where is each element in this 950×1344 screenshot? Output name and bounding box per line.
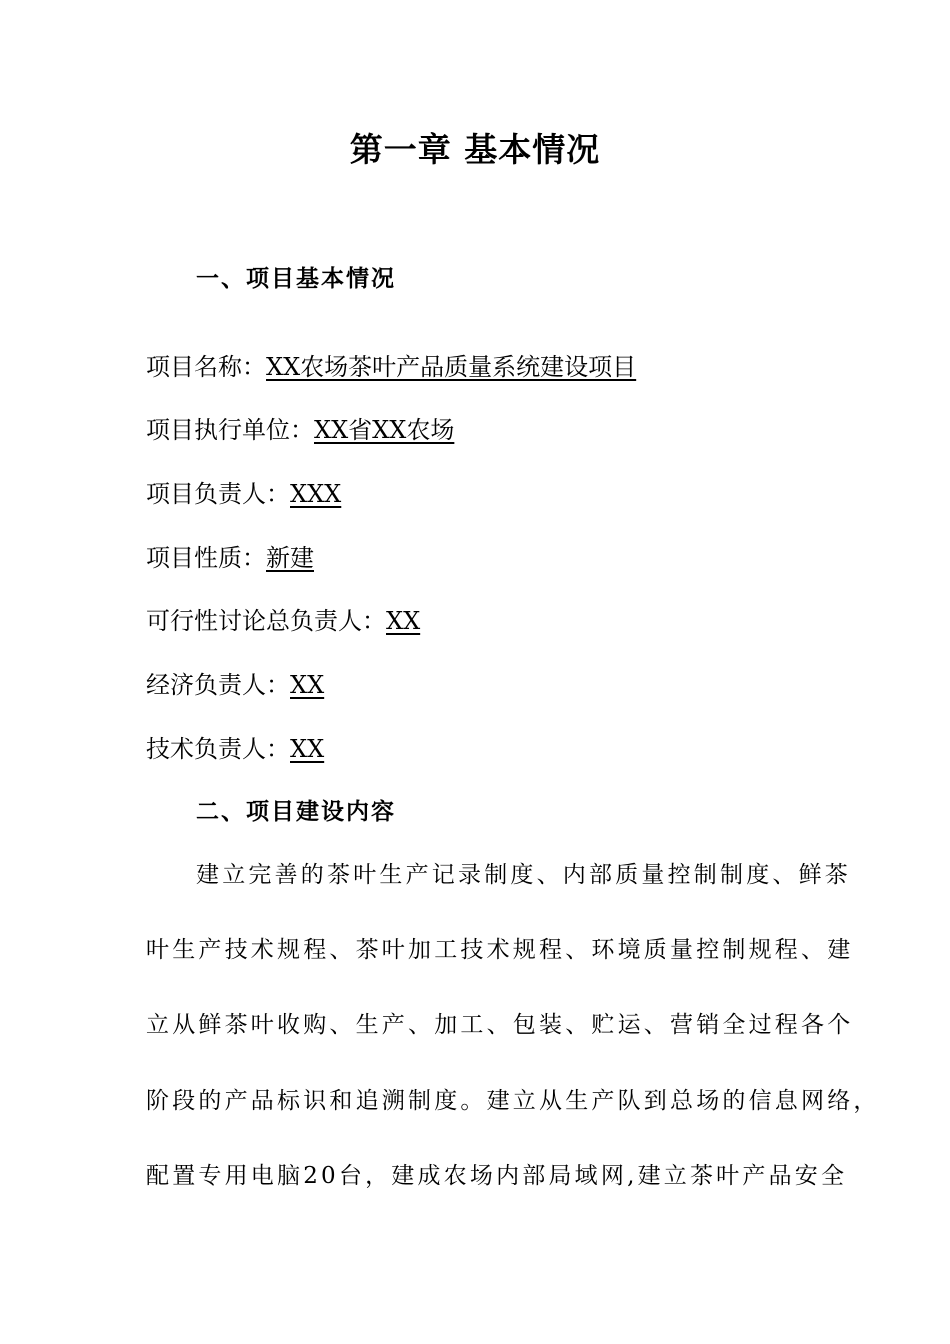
field-project-leader — [146, 477, 341, 511]
field-technical-leader — [146, 732, 324, 766]
paragraph-line: 配置专用电脑20台，建成农场内部局域网,建立茶叶产品安全 — [146, 1163, 848, 1189]
field-label: 可行性讨论总负责人： — [146, 607, 386, 635]
paragraph-line: 立从鲜茶叶收购、生产、加工、包装、贮运、营销全过程各个 — [146, 1012, 854, 1038]
paragraph-line: 叶生产技术规程、茶叶加工技术规程、环境质量控制规程、建 — [146, 937, 854, 963]
field-value: XX省XX农场 — [314, 416, 455, 444]
field-economic-leader — [146, 668, 324, 702]
field-value: XX — [290, 735, 325, 763]
section-heading-construction-content: 二、项目建设内容 — [196, 798, 396, 825]
paragraph-line: 阶段的产品标识和追溯制度。建立从生产队到总场的信息网络， — [146, 1088, 880, 1114]
field-value: XX — [290, 671, 325, 699]
field-label: 项目执行单位： — [146, 416, 314, 444]
field-executing-unit — [146, 413, 454, 447]
field-label: 项目名称： — [146, 353, 266, 381]
field-feasibility-leader — [146, 604, 420, 638]
paragraph-line: 建立完善的茶叶生产记录制度、内部质量控制制度、鲜茶 — [196, 862, 851, 888]
field-value: XX — [386, 607, 421, 635]
chapter-title: 第一章 基本情况 — [349, 130, 601, 169]
field-label: 项目性质： — [146, 544, 266, 572]
section-heading-basic-info: 一、项目基本情况 — [196, 265, 396, 292]
field-value: 新建 — [266, 544, 314, 572]
field-value: XXX — [290, 480, 342, 508]
field-project-name — [146, 350, 636, 384]
field-label: 项目负责人： — [146, 480, 290, 508]
field-label: 技术负责人： — [146, 735, 290, 763]
field-project-nature — [146, 541, 314, 575]
field-value: XX农场茶叶产品质量系统建设项目 — [266, 353, 637, 381]
field-label: 经济负责人： — [146, 671, 290, 699]
